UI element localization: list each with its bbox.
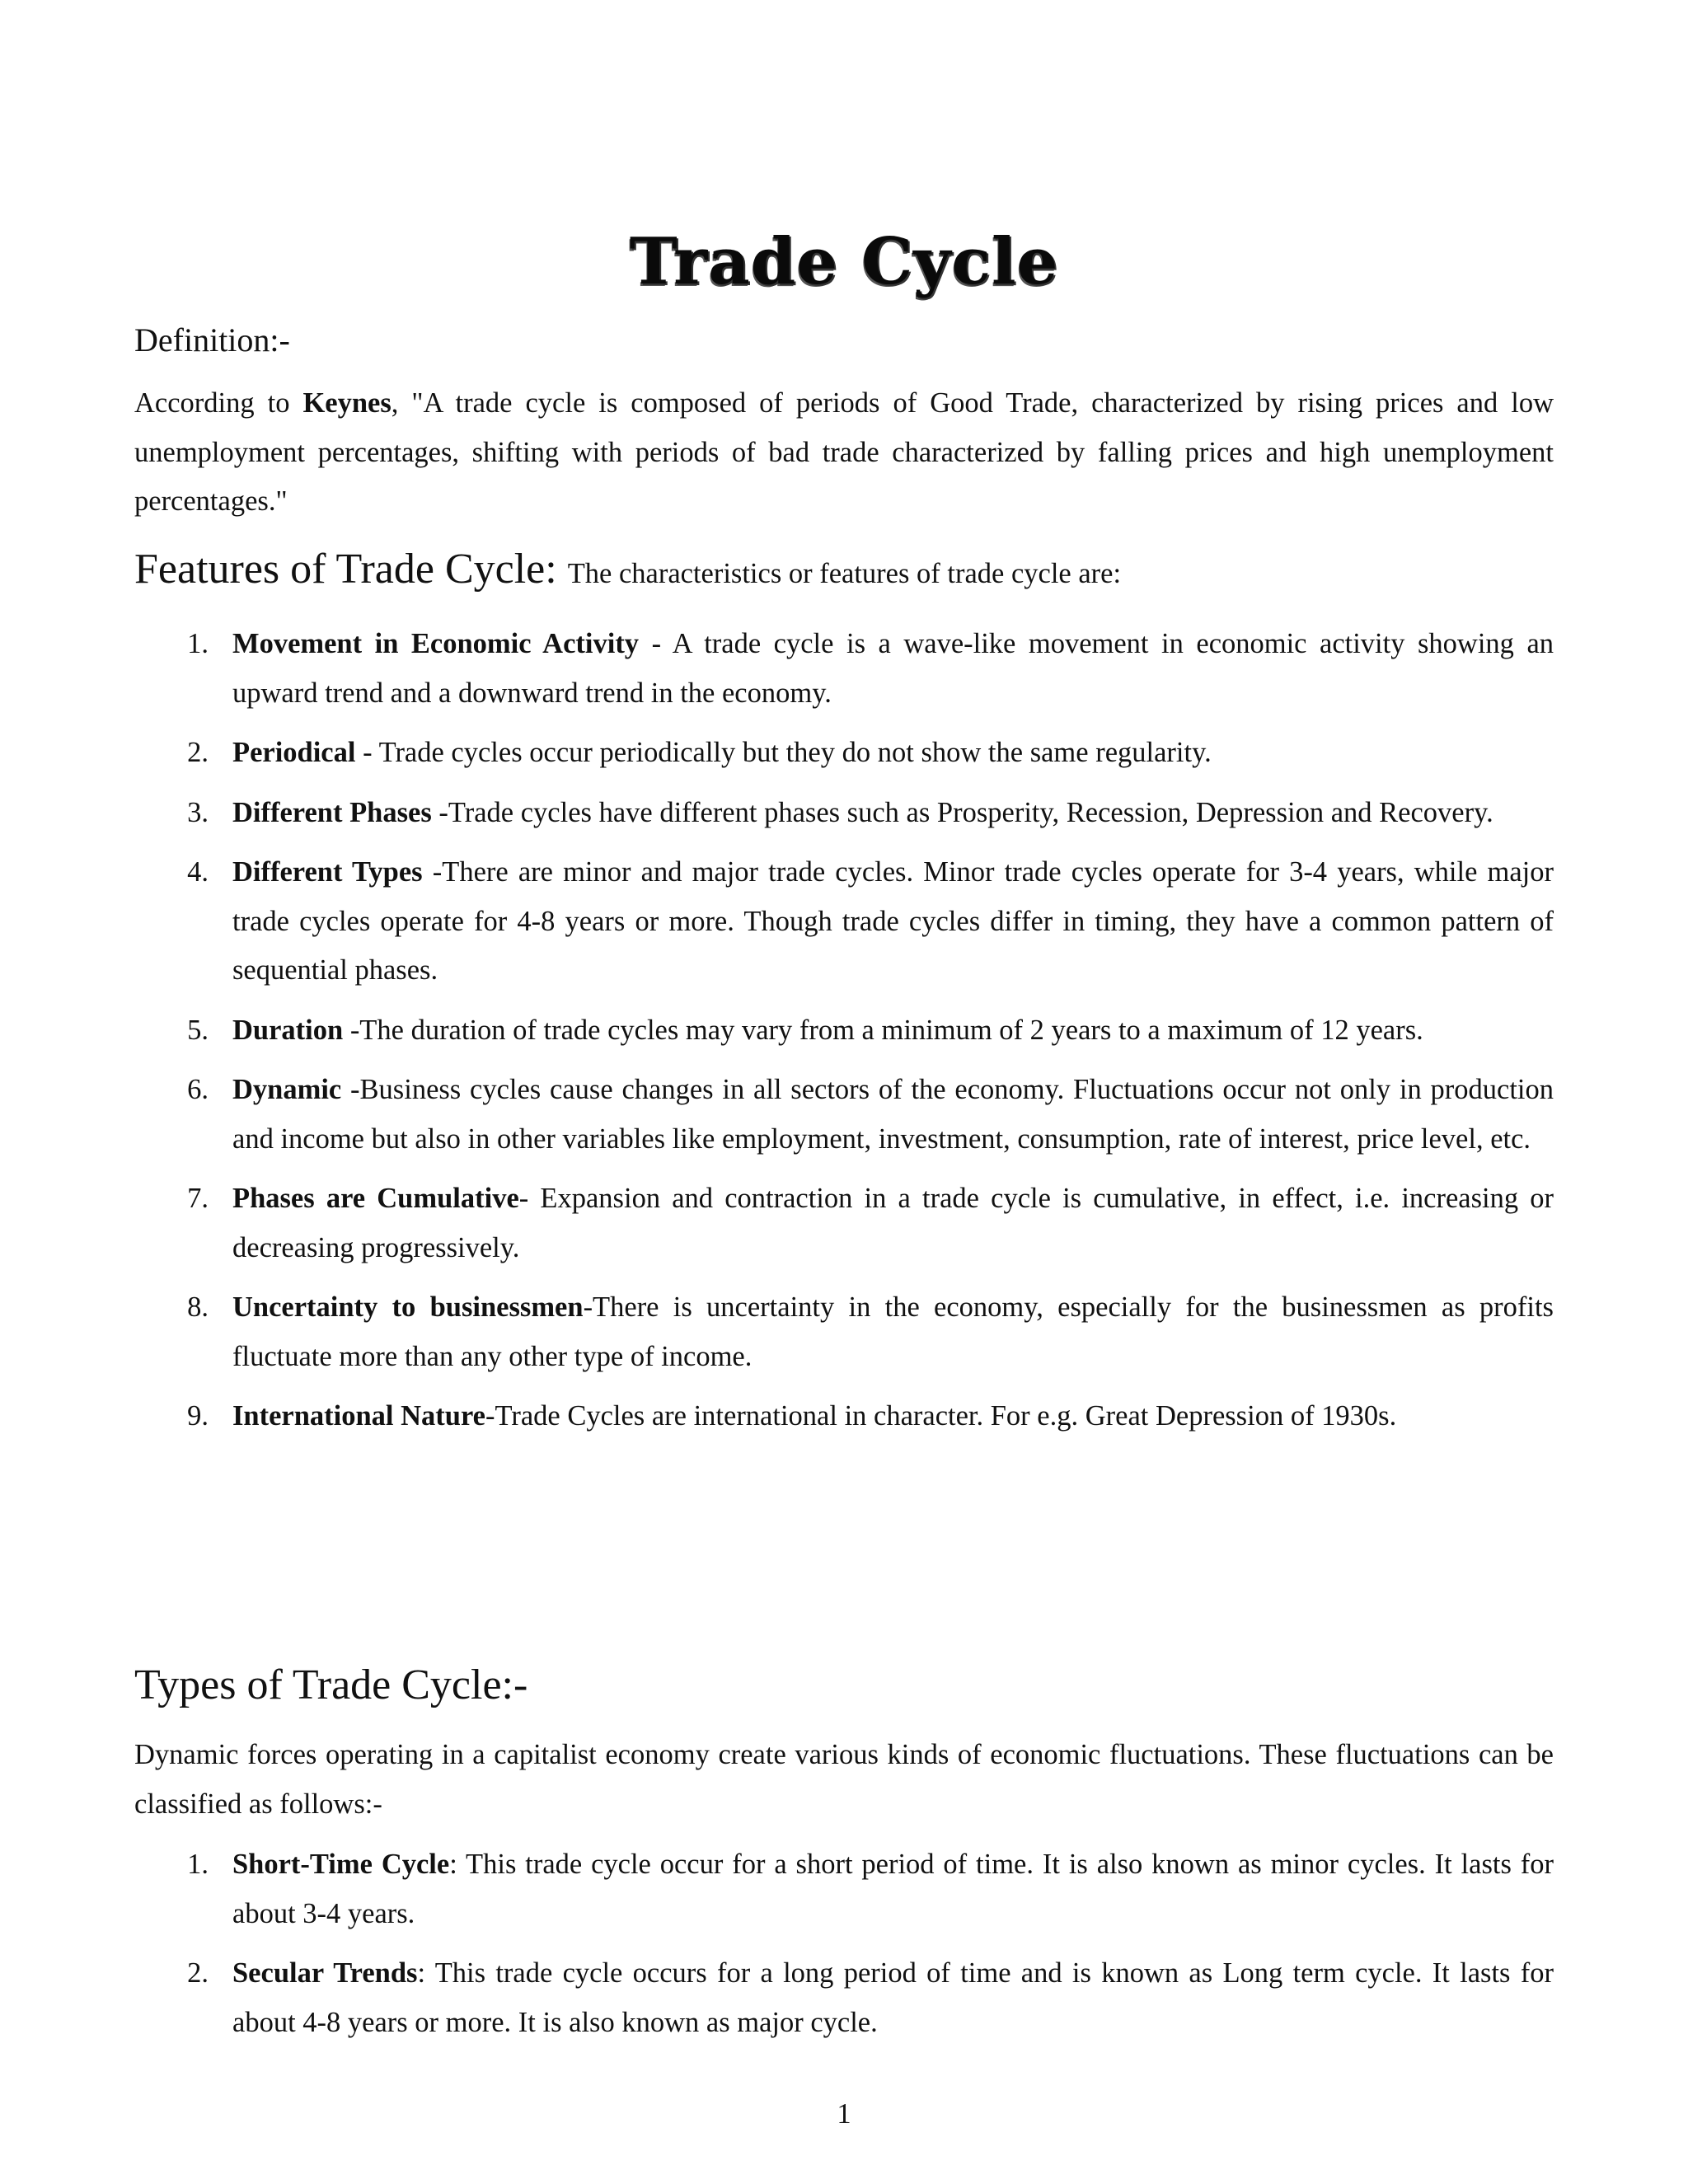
types-heading: Types of Trade Cycle:- — [134, 1661, 528, 1708]
list-text: -Trade Cycles are international in character. For e.g. Great Depression of 1930s. — [485, 1400, 1397, 1432]
features-heading-line — [134, 541, 1121, 602]
list-number: 2. — [187, 737, 209, 768]
list-item — [134, 1283, 1554, 1381]
definition-heading: Definition:- — [134, 321, 290, 359]
list-term: Short-Time Cycle — [232, 1849, 450, 1880]
types-list — [134, 1840, 1554, 2058]
list-number: 1. — [187, 628, 209, 659]
definition-author: Keynes — [302, 387, 392, 419]
page-title: Trade Cycle — [629, 224, 1059, 299]
list-term: Different Types — [232, 856, 423, 888]
features-intro: The characteristics or features of trade cycle are: — [567, 558, 1122, 589]
list-term: International Nature — [232, 1400, 485, 1432]
list-text: -There are minor and major trade cycles. Minor trade cycles operate for 3-4 years, while major trade cycles operate for 4-8 years or more. Though trade cycles differ in timing, they have a common pattern of sequential phases. — [232, 856, 1554, 986]
types-intro: Dynamic forces operating in a capitalist economy create various kinds of economic fluctuations. These fluctuations can be classified as follows:- — [134, 1739, 1554, 1820]
list-number: 7. — [187, 1183, 209, 1214]
list-term: Dynamic — [232, 1074, 342, 1105]
list-term: Duration — [232, 1014, 344, 1046]
list-number: 4. — [187, 856, 209, 888]
list-item — [134, 848, 1554, 996]
list-text: : This trade cycle occurs for a long period of time and is known as Long term cycle. It lasts for about 4-8 years or more. It is also known as major cycle. — [232, 1957, 1554, 2038]
features-heading: Features of Trade Cycle: — [134, 546, 568, 593]
list-number: 6. — [187, 1074, 209, 1105]
list-term: Uncertainty to businessmen — [232, 1291, 584, 1323]
list-item — [134, 1066, 1554, 1164]
list-term: Periodical — [232, 737, 356, 768]
definition-text: , "A trade cycle is composed of periods of Good Trade, characterized by rising prices and low unemployment percentages, shifting with periods of bad trade characterized by falling prices and high unemployment percentages." — [134, 387, 1554, 517]
list-text: -Trade cycles have different phases such as Prosperity, Recession, Depression and Recovery. — [431, 796, 1493, 828]
list-item — [134, 1949, 1554, 2047]
list-item — [134, 729, 1554, 778]
list-term: Phases are Cumulative — [232, 1183, 519, 1214]
list-number: 1. — [187, 1849, 209, 1880]
list-item — [134, 1174, 1554, 1272]
list-item — [134, 789, 1554, 838]
list-text: : This trade cycle occur for a short period of time. It is also known as minor cycles. It lasts for about 3-4 years. — [232, 1849, 1554, 1929]
list-number: 2. — [187, 1957, 209, 1989]
list-term: Movement in Economic Activity — [232, 628, 640, 659]
list-text: -The duration of trade cycles may vary from a minimum of 2 years to a maximum of 12 years. — [343, 1014, 1423, 1046]
list-item — [134, 1392, 1554, 1441]
list-item — [134, 1006, 1554, 1056]
features-list — [134, 620, 1554, 1452]
list-term: Secular Trends — [232, 1957, 418, 1989]
list-number: 5. — [187, 1014, 209, 1046]
definition-paragraph — [134, 379, 1554, 527]
definition-prefix: According to — [134, 387, 303, 419]
list-number: 3. — [187, 796, 209, 828]
list-text: - Expansion and contraction in a trade cycle is cumulative, in effect, i.e. increasing or decreasing progressively. — [232, 1183, 1554, 1263]
list-term: Different Phases — [232, 796, 432, 828]
list-text: - Trade cycles occur periodically but they do not show the same regularity. — [355, 737, 1212, 768]
list-text: -There is uncertainty in the economy, especially for the businessmen as profits fluctuate more than any other type of income. — [232, 1291, 1554, 1372]
list-number: 8. — [187, 1291, 209, 1323]
list-text: - A trade cycle is a wave-like movement in economic activity showing an upward trend and a downward trend in the economy. — [232, 628, 1554, 709]
list-item — [134, 620, 1554, 718]
list-text: -Business cycles cause changes in all sectors of the economy. Fluctuations occur not only in production and income but also in other variables like employment, investment, consumption, rate of interest, price level, etc. — [232, 1074, 1554, 1155]
list-number: 9. — [187, 1400, 209, 1432]
page-number: 1 — [837, 2098, 851, 2130]
list-item — [134, 1840, 1554, 1938]
